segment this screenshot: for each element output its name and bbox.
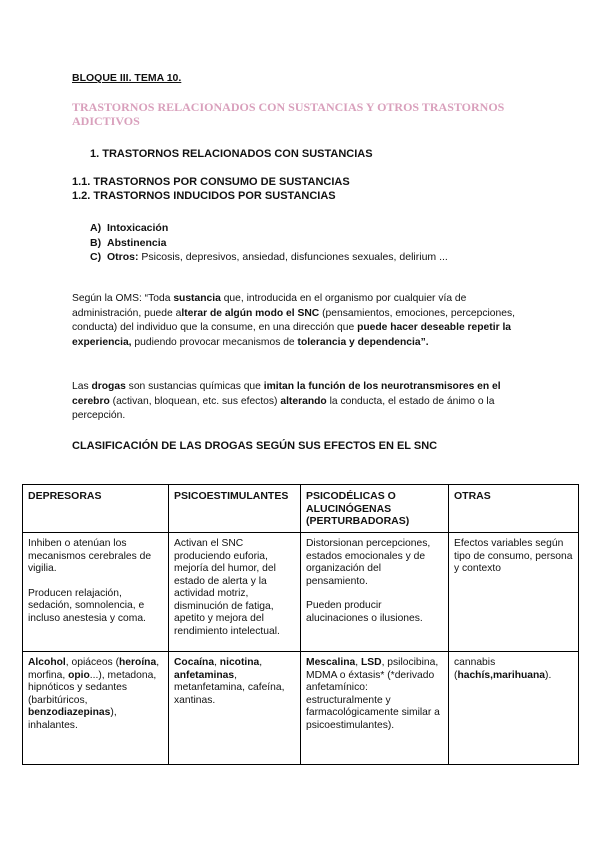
cell-depresoras-examples: Alcohol, opiáceos (heroína, morfina, opio...), metadona, hipnóticos y sedantes (barbitúricos, benzodiazepinas), inhalantes. [23,652,169,765]
header-depresoras: DEPRESORAS [23,485,169,533]
cell-psicoestimulantes-effects: Activan el SNC produciendo euforia, mejoría del humor, del estado de alerta y la actividad motriz, disminución de fatiga, apetito y mejora del rendimiento intelectual. [169,533,301,652]
subsection-1: 1.1. TRASTORNOS POR CONSUMO DE SUSTANCIAS [72,176,350,188]
list-item: C) Otros: Psicosis, depresivos, ansiedad, disfunciones sexuales, delirium ... [90,251,448,263]
table-row [23,533,579,652]
header-otras: OTRAS [449,485,579,533]
document-heading: BLOQUE III. TEMA 10. [72,72,182,84]
oms-definition: Según la OMS: “Toda sustancia que, introducida en el organismo por cualquier vía de administración, puede alterar de algún modo el SNC (pensamientos, emociones, percepciones, conducta) del individuo que la consume, en una dirección que puede hacer deseable repetir la experiencia, pudiendo provocar mecanismos de tolerancia y dependencia”. [72,293,515,348]
drug-classification-table [22,484,579,765]
subsection-2: 1.2. TRASTORNOS INDUCIDOS POR SUSTANCIAS [72,190,336,202]
cell-depresoras-effects: Inhiben o atenúan los mecanismos cerebrales de vigilia. Producen relajación, sedación, somnolencia, e incluso anestesia y coma. [23,533,169,652]
cell-psicodelicas-examples: Mescalina, LSD, psilocibina, MDMA o éxtasis* (*derivado anfetamínico: estructuralmente y farmacológicamente similar a psicoestimulantes). [301,652,449,765]
list-item: A) Intoxicación [90,222,169,234]
header-psicodelicas: PSICODÉLICAS O ALUCINÓGENAS (PERTURBADORAS) [301,485,449,533]
table-row [23,652,579,765]
cell-psicodelicas-effects: Distorsionan percepciones, estados emocionales y de organización del pensamiento. Pueden producir alucinaciones o ilusiones. [301,533,449,652]
drogas-definition: Las drogas son sustancias químicas que imitan la función de los neurotransmisores en el cerebro (activan, bloquean, etc. sus efectos) alterando la conducta, el estado de ánimo o la percepción. [72,381,501,422]
main-title: TRASTORNOS RELACIONADOS CON SUSTANCIAS Y OTROS TRASTORNOS ADICTIVOS [72,100,505,128]
cell-otras-effects: Efectos variables según tipo de consumo, persona y contexto [449,533,579,652]
list-item: B) Abstinencia [90,236,167,249]
table-header-row [23,485,579,533]
classification-title: CLASIFICACIÓN DE LAS DROGAS SEGÚN SUS EFECTOS EN EL SNC [72,440,438,452]
section-title: 1. TRASTORNOS RELACIONADOS CON SUSTANCIAS [90,148,373,160]
item-list [90,221,448,265]
cell-otras-examples: cannabis (hachís,marihuana). [449,652,579,765]
header-psicoestimulantes: PSICOESTIMULANTES [169,485,301,533]
cell-psicoestimulantes-examples: Cocaína, nicotina, anfetaminas, metanfetamina, cafeína, xantinas. [169,652,301,765]
